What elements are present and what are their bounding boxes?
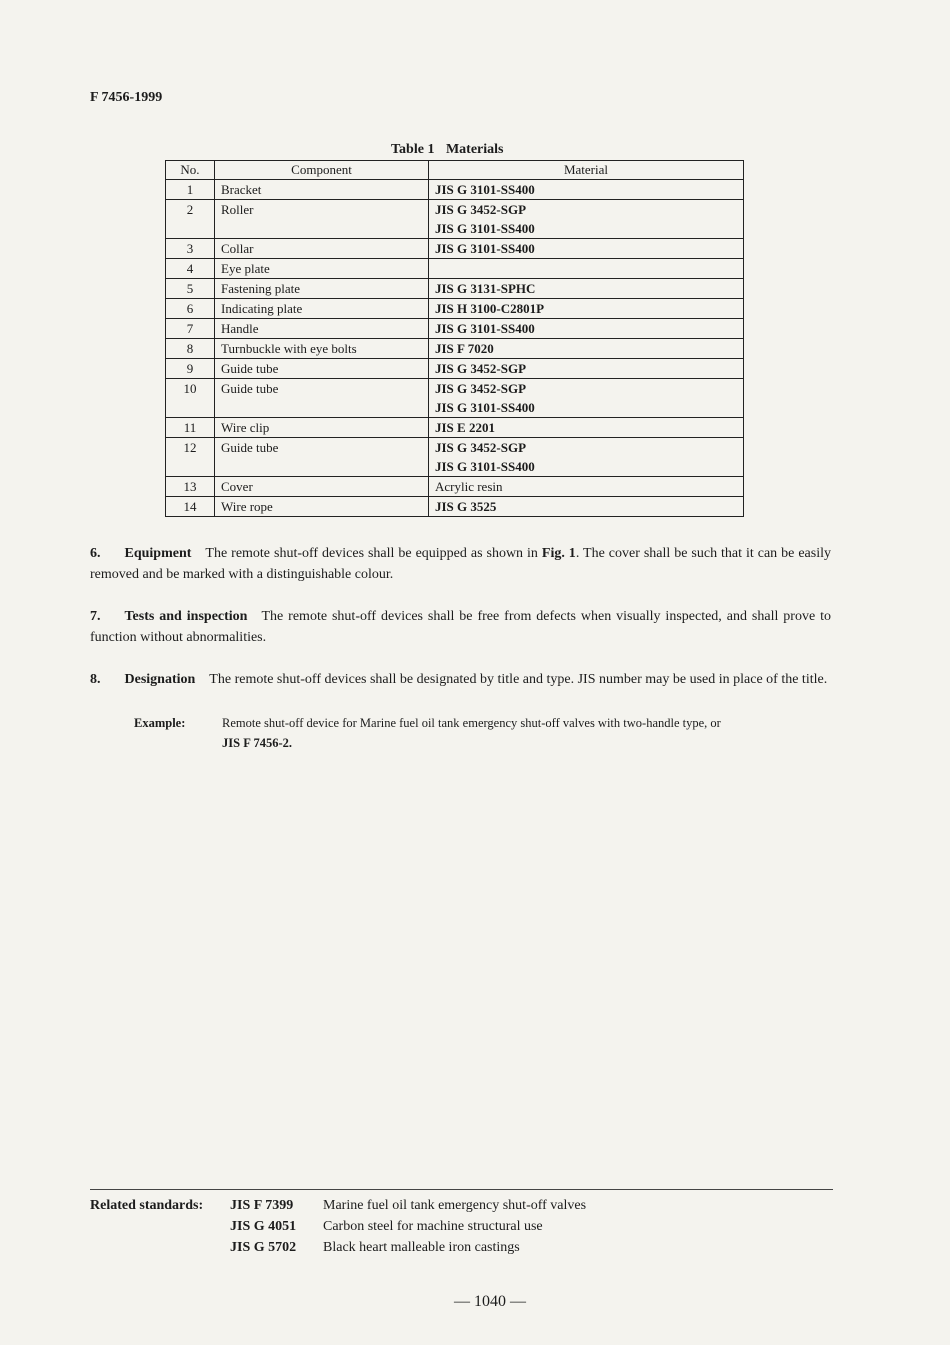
column-header-material: Material: [429, 161, 744, 180]
figure-reference: Fig. 1: [541, 546, 576, 561]
table-row: [166, 299, 744, 319]
related-standards: [90, 1195, 586, 1258]
related-standard-row: [90, 1237, 586, 1258]
example-jis-number: JIS F 7456-2.: [222, 736, 293, 750]
section-number: 7.: [90, 609, 101, 624]
cell-no: 3: [166, 239, 215, 259]
cell-material: [429, 339, 744, 359]
section-heading: Tests and inspection: [124, 609, 248, 624]
column-header-no: No.: [166, 161, 215, 180]
cell-no: 7: [166, 319, 215, 339]
standard-code: JIS F 7399: [230, 1198, 294, 1213]
table-row: [166, 279, 744, 299]
standard-code: JIS G 5702: [230, 1240, 297, 1255]
standard-code: JIS G 4051: [230, 1219, 297, 1234]
cell-material: [429, 418, 744, 438]
cell-component: Handle: [215, 319, 429, 339]
material-value: JIS E 2201: [435, 420, 495, 435]
table-row: [166, 379, 744, 418]
material-value: JIS G 3101-SS400: [435, 221, 535, 236]
standard-title: Marine fuel oil tank emergency shut-off valves: [323, 1198, 587, 1213]
table-body: [166, 180, 744, 517]
cell-component: Guide tube: [215, 438, 429, 477]
standard-title: Carbon steel for machine structural use: [323, 1219, 543, 1234]
cell-component: Indicating plate: [215, 299, 429, 319]
cell-material: [429, 359, 744, 379]
material-value: [435, 259, 737, 278]
cell-component: Collar: [215, 239, 429, 259]
table-row: [166, 497, 744, 517]
section-heading: Designation: [124, 672, 196, 687]
section-text: The remote shut-off devices shall be equipped as shown in: [205, 546, 542, 561]
cell-material: [429, 299, 744, 319]
cell-no: 11: [166, 418, 215, 438]
cell-no: 6: [166, 299, 215, 319]
example-label: Example:: [134, 716, 186, 730]
cell-component: Guide tube: [215, 359, 429, 379]
column-header-component: Component: [215, 161, 429, 180]
cell-no: 9: [166, 359, 215, 379]
table-row: [166, 418, 744, 438]
related-standard-row: [90, 1195, 586, 1216]
section-tests-inspection: [90, 606, 831, 648]
cell-material: [429, 438, 744, 477]
cell-component: Guide tube: [215, 379, 429, 418]
page-number: — 1040 —: [454, 1293, 526, 1310]
material-value: JIS G 3101-SS400: [435, 241, 535, 256]
cell-no: 14: [166, 497, 215, 517]
related-standards-label: Related standards:: [90, 1198, 204, 1213]
table-row: [166, 319, 744, 339]
table-row: [166, 359, 744, 379]
material-value: JIS G 3101-SS400: [435, 459, 535, 474]
table-caption: [391, 142, 503, 158]
cell-no: 4: [166, 259, 215, 279]
material-value: JIS G 3101-SS400: [435, 400, 535, 415]
material-value: JIS G 3452-SGP: [435, 440, 527, 455]
example-text: Remote shut-off device for Marine fuel oil tank emergency shut-off valves with two-handle type, or: [222, 716, 721, 730]
section-heading: Equipment: [124, 546, 192, 561]
section-number: 8.: [90, 672, 101, 687]
section-number: 6.: [90, 546, 101, 561]
table-row: [166, 200, 744, 239]
material-value: JIS H 3100-C2801P: [435, 301, 545, 316]
related-standard-row: [90, 1216, 586, 1237]
cell-material: [429, 279, 744, 299]
cell-component: Cover: [215, 477, 429, 497]
material-value: Acrylic resin: [435, 479, 503, 494]
cell-component: Eye plate: [215, 259, 429, 279]
material-value: JIS G 3101-SS400: [435, 182, 535, 197]
table-row: [166, 239, 744, 259]
designation-example: [134, 713, 834, 753]
material-value: JIS G 3525: [435, 499, 497, 514]
cell-no: 10: [166, 379, 215, 418]
section-equipment: [90, 543, 831, 585]
table-row: [166, 259, 744, 279]
cell-no: 12: [166, 438, 215, 477]
cell-material: [429, 477, 744, 497]
table-row: [166, 438, 744, 477]
cell-material: [429, 259, 744, 279]
material-value: JIS G 3101-SS400: [435, 321, 535, 336]
cell-component: Wire rope: [215, 497, 429, 517]
table-row: [166, 477, 744, 497]
cell-no: 8: [166, 339, 215, 359]
cell-component: Bracket: [215, 180, 429, 200]
cell-material: [429, 239, 744, 259]
standard-title: Black heart malleable iron castings: [323, 1240, 520, 1255]
footer-divider: [90, 1189, 833, 1190]
material-value: JIS G 3452-SGP: [435, 202, 527, 217]
section-text: The remote shut-off devices shall be free from defects when visually inspected, and shall prove to function without abnormalities.: [90, 609, 831, 645]
cell-component: Turnbuckle with eye bolts: [215, 339, 429, 359]
cell-material: [429, 319, 744, 339]
table-row: [166, 339, 744, 359]
material-value: JIS G 3131-SPHC: [435, 281, 536, 296]
cell-no: 1: [166, 180, 215, 200]
section-text-continued: . The cover shall be such that it can be easily removed and be marked with a distinguishable colour.: [90, 546, 831, 582]
document-id: F 7456-1999: [90, 90, 163, 105]
cell-component: Wire clip: [215, 418, 429, 438]
cell-material: [429, 200, 744, 239]
table-row: [166, 180, 744, 200]
table-header-row: [166, 161, 744, 180]
material-value: JIS F 7020: [435, 341, 494, 356]
section-designation: [90, 669, 831, 690]
cell-no: 13: [166, 477, 215, 497]
cell-component: Fastening plate: [215, 279, 429, 299]
materials-table: [165, 160, 744, 517]
cell-no: 2: [166, 200, 215, 239]
table-number: Table 1: [391, 142, 435, 157]
material-value: JIS G 3452-SGP: [435, 361, 527, 376]
cell-no: 5: [166, 279, 215, 299]
material-value: JIS G 3452-SGP: [435, 381, 527, 396]
section-text: The remote shut-off devices shall be designated by title and type. JIS number may be used in place of the title.: [209, 672, 828, 687]
table-title: Materials: [445, 142, 504, 157]
cell-material: [429, 180, 744, 200]
cell-material: [429, 379, 744, 418]
cell-component: Roller: [215, 200, 429, 239]
cell-material: [429, 497, 744, 517]
